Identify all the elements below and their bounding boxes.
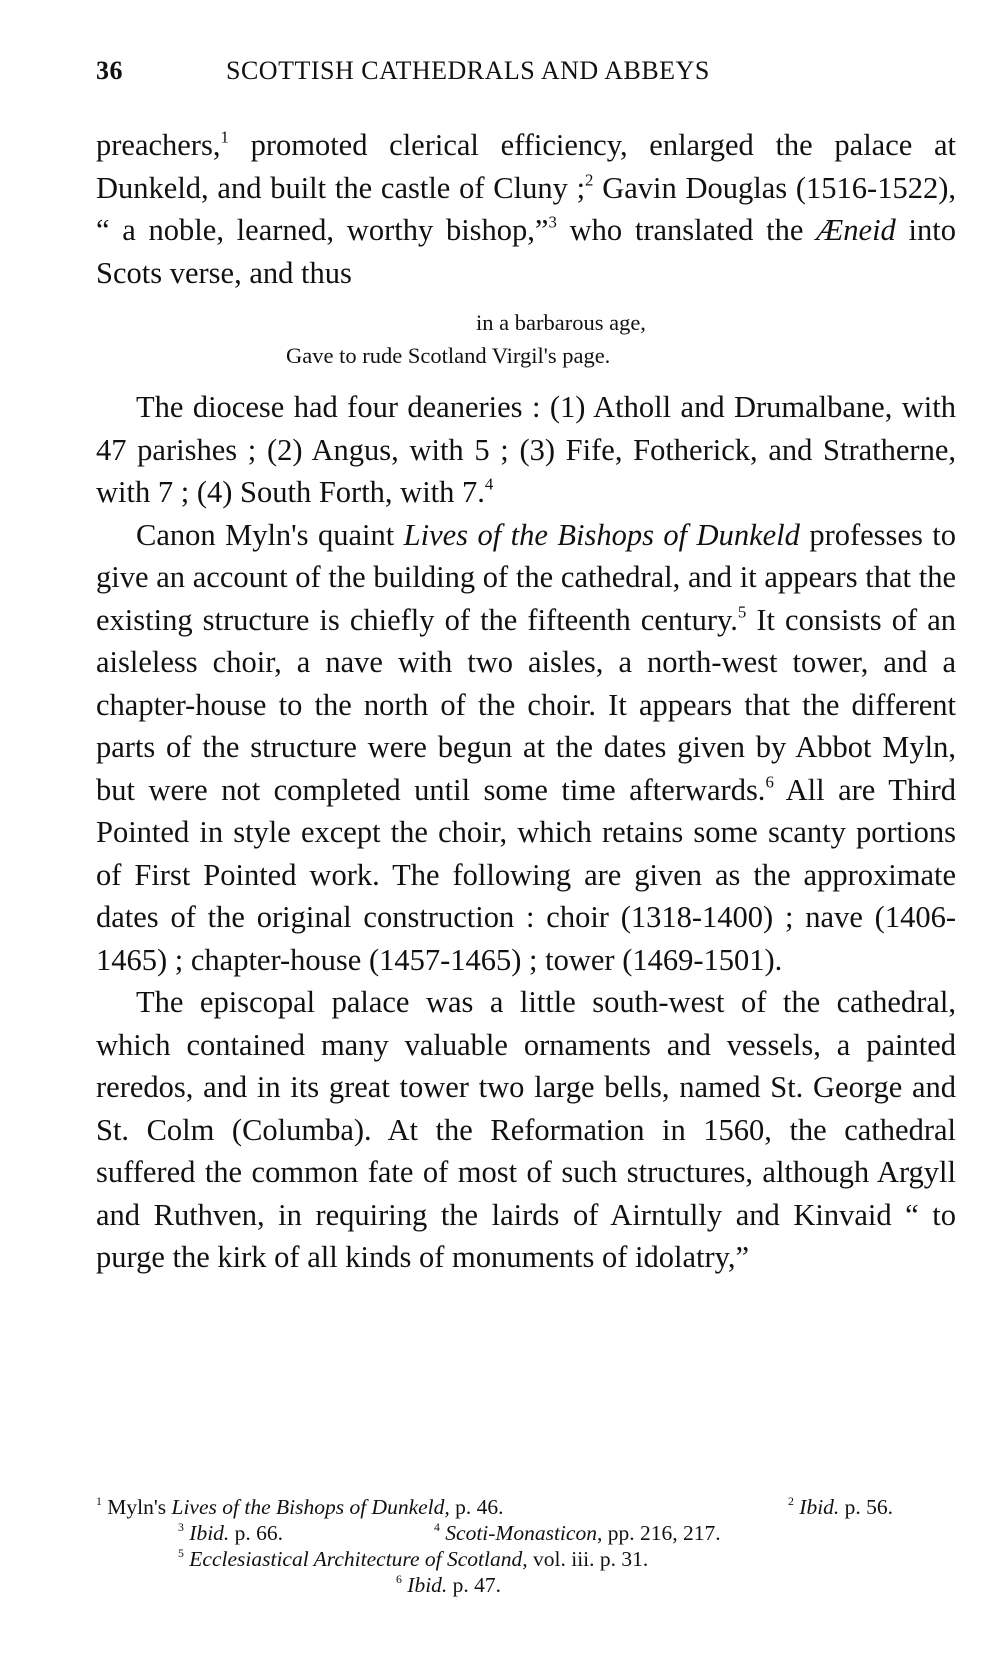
footnote-line-3 (96, 1546, 956, 1572)
verse-line-2: Gave to rude Scotland Virgil's page. (286, 343, 611, 368)
footnote-line-1 (96, 1494, 956, 1520)
aeneid-title: Æneid (816, 213, 896, 247)
page-number: 36 (96, 56, 123, 85)
footnotes (96, 1494, 956, 1598)
running-title: SCOTTISH CATHEDRALS AND ABBEYS (226, 56, 710, 85)
footnote-ref-4: 4 (484, 474, 494, 494)
paragraph-1: preachers,$^1$ promoted clerical efficiency, enlarged the palace at Dunkeld, and built the castle of Cluny ;$^2$ Gavin Douglas (1516-1522), “ a noble, learned, worthy bishop,”$^3$ who translated the Æneid into Scots verse, and thus (96, 127, 956, 290)
footnote-5: $^5$ Ecclesiastical Architecture of Scotland, vol. iii. p. 31. (178, 1546, 649, 1571)
footnote-6: $^6$ Ibid. p. 47. (396, 1572, 502, 1597)
footnote-3: $^3$ Ibid. p. 66. (178, 1520, 284, 1545)
footnote-ref-3: 3 (548, 212, 557, 232)
footnote-4: $^4$ Scoti-Monasticon, pp. 216, 217. (434, 1520, 721, 1545)
paragraph-3: Canon Myln's quaint Lives of the Bishops of Dunkeld professes to give an account of the building of the cathedral, and it appears that the existing structure is chiefly of the fifteenth century.$^5$ It consists of an aisleless choir, a nave with two aisles, a north-west tower, and a chapter-house to the north of the choir. It appears that the different parts of the structure were begun at the dates given by Abbot Myln, but were not completed until some time afterwards.$^6$ All are Third Pointed in style except the choir, which retains some scanty portions of First Pointed work. The following are given as the approximate dates of the original construction : choir (1318-1400) ; nave (1406-1465) ; chapter-house (1457-1465) ; tower (1469-1501). (96, 517, 956, 977)
main-text (96, 124, 956, 1279)
paragraph-4: The episcopal palace was a little south-west of the cathedral, which contained many valuable ornaments and vessels, a painted reredos, and in its great tower two large bells, named St. George and St. Colm (Columba). At the Reformation in 1560, the cathedral suffered the common fate of most of such structures, although Argyll and Ruthven, in requiring the lairds of Airntully and Kinvaid “ to purge the kirk of all kinds of monuments of idolatry,” (96, 985, 956, 1274)
footnote-ref-1: 1 (220, 127, 229, 147)
footnote-line-2 (96, 1520, 956, 1546)
footnote-ref-6: 6 (765, 771, 774, 791)
verse-quotation (96, 306, 956, 372)
footnote-1: $^1$ Myln's Lives of the Bishops of Dunkeld, p. 46. (96, 1494, 504, 1519)
paragraph-2: The diocese had four deaneries : (1) Atholl and Drumalbane, with 47 parishes ; (2) Angus, with 5 ; (3) Fife, Fotherick, and Stratherne, with 7 ; (4) South Forth, with 7.$^4$ (96, 390, 956, 509)
footnote-ref-2: 2 (585, 169, 594, 189)
lives-title: Lives of the Bishops of Dunkeld (403, 517, 800, 552)
footnote-ref-5: 5 (737, 601, 747, 621)
footnote-2: $^2$ Ibid. p. 56. (788, 1494, 894, 1519)
footnote-line-4 (96, 1572, 956, 1598)
verse-line-1: in a barbarous age, (476, 310, 646, 335)
